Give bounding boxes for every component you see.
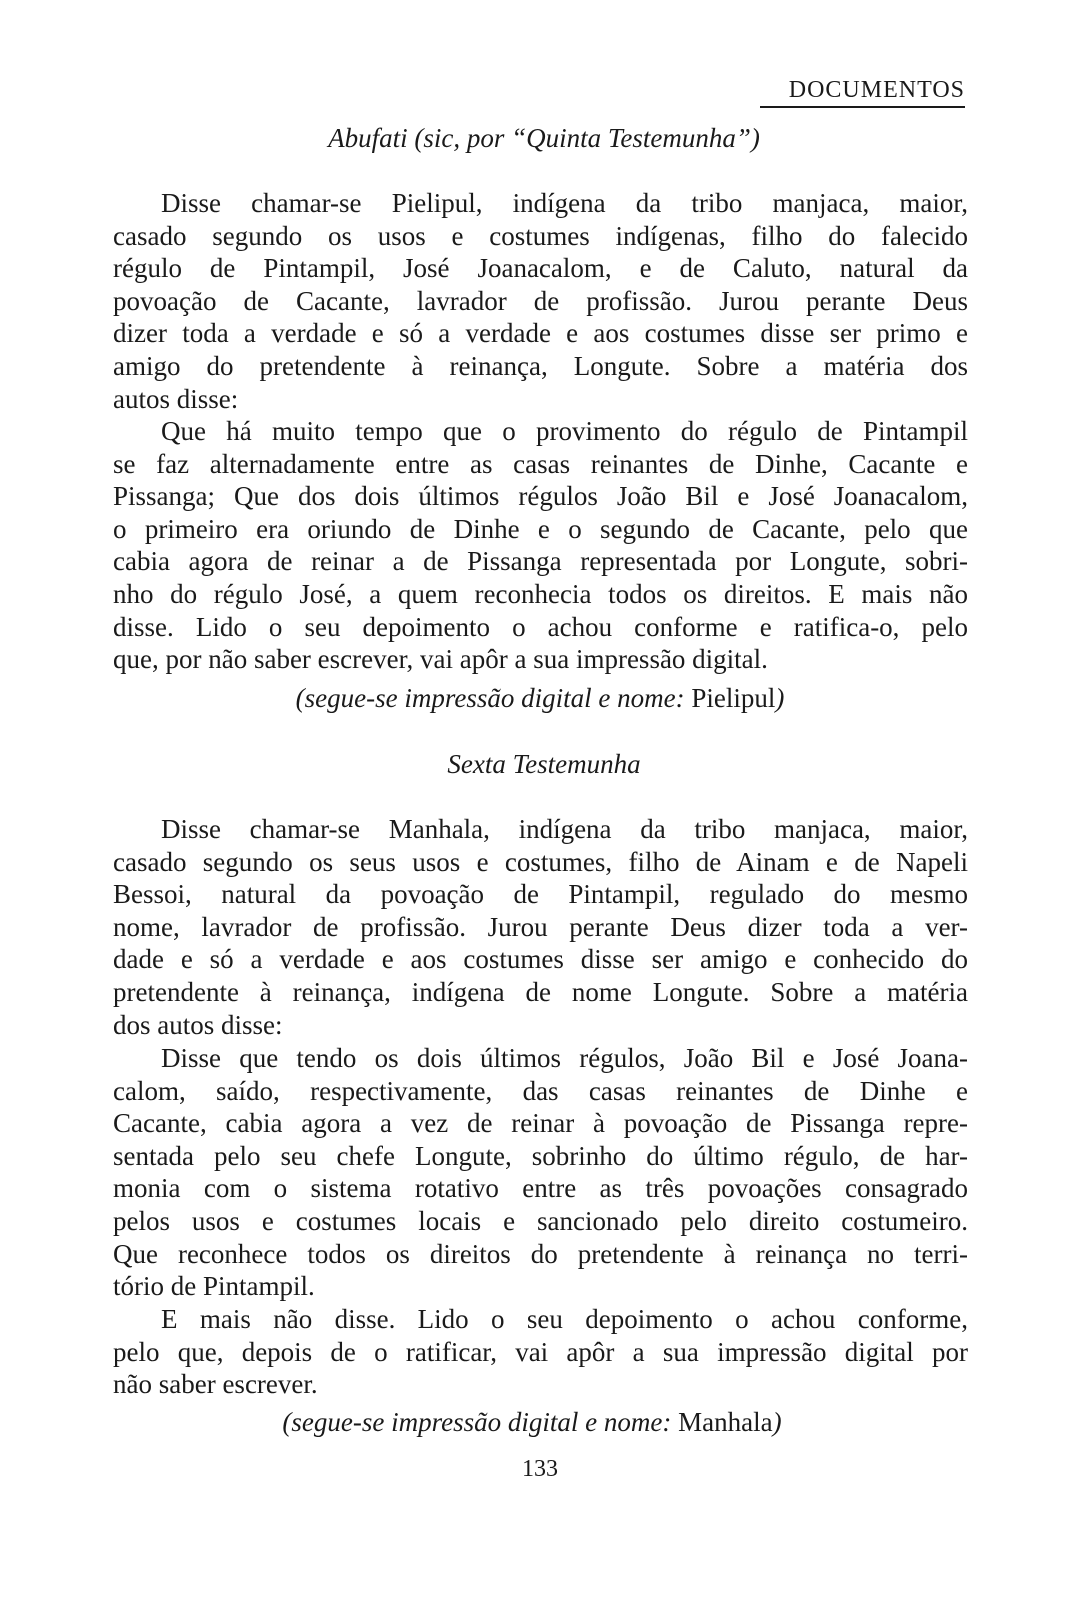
text-line: Que há muito tempo que o provimento do régulo de Pintampil: [161, 416, 968, 446]
text-line: pelo que, depois de o ratificar, vai apôr a sua impressão digital por: [113, 1336, 968, 1367]
text-line: casado segundo os usos e costumes indígenas, filho do falecido: [113, 220, 968, 251]
text-line: Que reconhece todos os direitos do pretendente à reinança no terri-: [113, 1238, 968, 1269]
text-line: E mais não disse. Lido o seu depoimento o achou conforme,: [161, 1304, 968, 1334]
signature-prefix: (segue-se impressão digital e nome:: [282, 1407, 672, 1437]
text-line: Disse chamar-se Pielipul, indígena da tribo manjaca, maior,: [161, 188, 968, 218]
paragraph: [113, 415, 968, 676]
text-line: casado segundo os seus usos e costumes, filho de Ainam e de Napeli: [113, 846, 968, 877]
section-heading-quinta-testemunha: Abufati (sic, por “Quinta Testemunha”): [328, 123, 760, 153]
running-header: DOCUMENTOS: [760, 76, 965, 108]
page-number: 133: [522, 1456, 558, 1482]
text-line: cabia agora de reinar a de Pissanga representada por Longute, sobri-: [113, 546, 968, 577]
text-line: nho do régulo José, a quem reconhecia todos os direitos. E mais não: [113, 578, 968, 609]
text-line: povoação de Cacante, lavrador de profissão. Jurou perante Deus: [113, 285, 968, 316]
signature-name: Manhala: [678, 1407, 773, 1437]
text-line: dade e só a verdade e aos costumes disse ser amigo e conhecido do: [113, 944, 968, 975]
signature-line: [0, 1406, 1076, 1438]
signature-name: Pielipul: [691, 683, 776, 713]
text-line: se faz alternadamente entre as casas reinantes de Dinhe, Cacante e: [113, 448, 968, 479]
paragraph: [113, 1042, 968, 1303]
text-line: dizer toda a verdade e só a verdade e aos costumes disse ser primo e: [113, 318, 968, 349]
text-line: pretendente à reinança, indígena de nome Longute. Sobre a matéria: [113, 976, 968, 1007]
text-line: Bessoi, natural da povoação de Pintampil, regulado do mesmo: [113, 879, 968, 910]
text-line: não saber escrever.: [113, 1369, 318, 1400]
text-line: dos autos disse:: [113, 1009, 283, 1040]
text-line: calom, saído, respectivamente, das casas reinantes de Dinhe e: [113, 1075, 968, 1106]
text-line: régulo de Pintampil, José Joanacalom, e de Caluto, natural da: [113, 253, 968, 284]
text-line: Disse chamar-se Manhala, indígena da tribo manjaca, maior,: [161, 814, 968, 844]
text-line: Disse que tendo os dois últimos régulos, João Bil e José Joana-: [161, 1043, 968, 1073]
text-line: disse. Lido o seu depoimento o achou conforme e ratifica-o, pelo: [113, 611, 968, 642]
text-line: autos disse:: [113, 383, 239, 414]
text-line: Cacante, cabia agora a vez de reinar à povoação de Pissanga repre-: [113, 1108, 968, 1139]
text-line: Pissanga; Que dos dois últimos régulos João Bil e José Joanacalom,: [113, 481, 968, 512]
text-line: nome, lavrador de profissão. Jurou perante Deus dizer toda a ver-: [113, 911, 968, 942]
text-line: amigo do pretendente à reinança, Longute. Sobre a matéria dos: [113, 350, 968, 381]
text-line: sentada pelo seu chefe Longute, sobrinho do último régulo, de har-: [113, 1140, 968, 1171]
signature-suffix: ): [775, 683, 785, 713]
paragraph: [113, 187, 968, 415]
text-line: monia com o sistema rotativo entre as três povoações consagrado: [113, 1173, 968, 1204]
text-line: o primeiro era oriundo de Dinhe e o segundo de Cacante, pelo que: [113, 513, 968, 544]
text-line: tório de Pintampil.: [113, 1271, 315, 1302]
paragraph: [113, 1303, 968, 1401]
text-line: pelos usos e costumes locais e sancionado pelo direito costumeiro.: [113, 1205, 968, 1236]
signature-line: [0, 682, 1084, 714]
signature-suffix: ): [772, 1407, 782, 1437]
section-heading-sexta-testemunha: Sexta Testemunha: [447, 749, 641, 779]
text-line: que, por não saber escrever, vai apôr a sua impressão digital.: [113, 644, 768, 675]
paragraph: [113, 813, 968, 1041]
signature-prefix: (segue-se impressão digital e nome:: [295, 683, 685, 713]
